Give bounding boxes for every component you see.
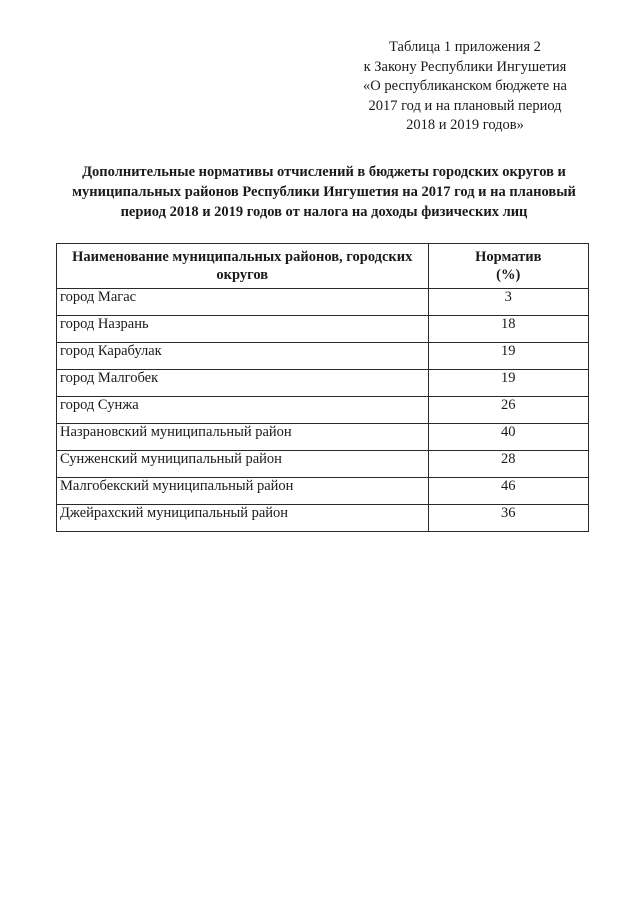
row-name: Джейрахский муниципальный район	[57, 505, 429, 532]
row-value: 46	[428, 478, 588, 505]
appendix-line: 2017 год и на плановый период	[368, 97, 562, 114]
appendix-line: к Закону Республики Ингушетия	[363, 58, 567, 75]
appendix-line: 2018 и 2019 годов»	[406, 117, 524, 133]
table-header-row	[57, 244, 589, 289]
row-name: город Карабулак	[57, 343, 429, 370]
column-header-value-line2: (%)	[496, 267, 521, 283]
column-header-value	[428, 244, 588, 289]
table-row	[57, 289, 589, 316]
row-value: 19	[428, 343, 588, 370]
table-row	[57, 397, 589, 424]
norms-table	[56, 243, 589, 532]
title-line: муниципальных районов Республики Ингушетия на 2017 год и на плановый	[72, 184, 576, 200]
table-row	[57, 478, 589, 505]
row-name: город Сунжа	[57, 397, 429, 424]
appendix-line: Таблица 1 приложения 2	[389, 39, 541, 55]
title-line: период 2018 и 2019 годов от налога на доходы физических лиц	[120, 204, 528, 220]
row-value: 18	[428, 316, 588, 343]
row-name: Сунженский муниципальный район	[57, 451, 429, 478]
table-row	[57, 343, 589, 370]
table-row	[57, 370, 589, 397]
row-name: Назрановский муниципальный район	[57, 424, 429, 451]
appendix-line: «О республиканском бюджете на	[363, 78, 567, 94]
row-name: город Малгобек	[57, 370, 429, 397]
column-header-name: Наименование муниципальных районов, городских округов	[57, 244, 429, 289]
title-line: Дополнительные нормативы отчислений в бюджеты городских округов и	[82, 164, 566, 180]
row-value: 3	[428, 289, 588, 316]
table-row	[57, 316, 589, 343]
table-row	[57, 505, 589, 532]
row-value: 28	[428, 451, 588, 478]
column-header-value-line1: Норматив	[475, 249, 542, 265]
row-value: 36	[428, 505, 588, 532]
row-name: город Магас	[57, 289, 429, 316]
row-value: 26	[428, 397, 588, 424]
row-value: 19	[428, 370, 588, 397]
document-title	[40, 162, 608, 222]
row-name: Малгобекский муниципальный район	[57, 478, 429, 505]
table-row	[57, 424, 589, 451]
appendix-reference	[300, 38, 630, 136]
row-value: 40	[428, 424, 588, 451]
table-row	[57, 451, 589, 478]
row-name: город Назрань	[57, 316, 429, 343]
